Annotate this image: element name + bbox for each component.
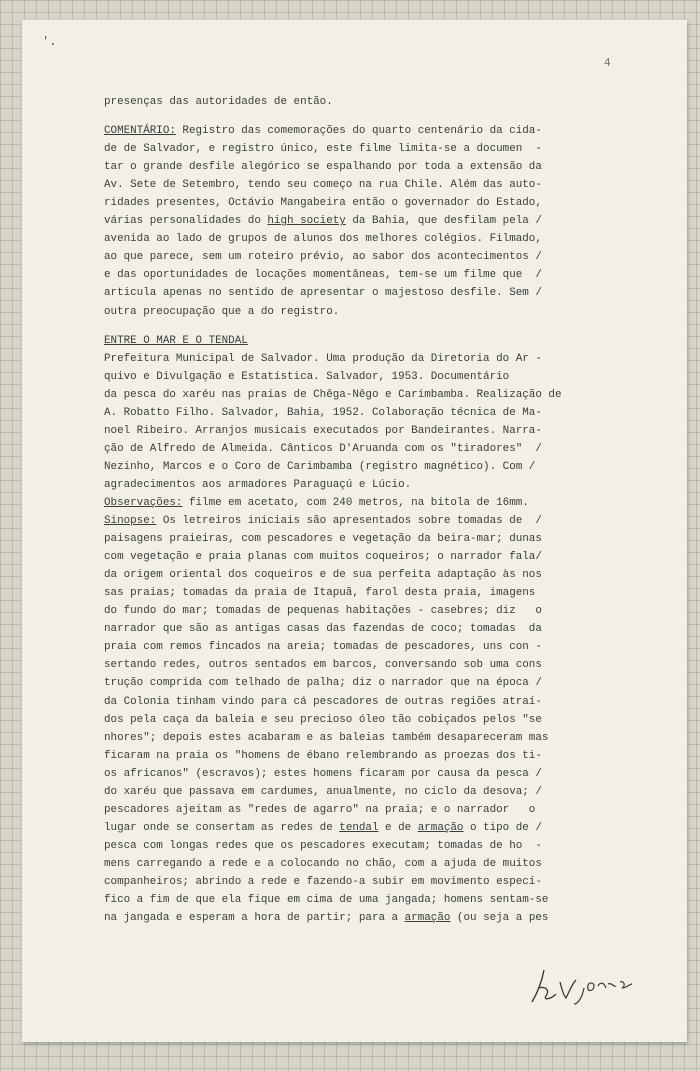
sinopse-line: da origem oriental dos coqueiros e de sua perfeita adaptação às nos bbox=[104, 569, 542, 582]
sinopse-line: praia com remos fincados na areia; tomadas de pescadores, uns con - bbox=[104, 641, 542, 654]
sinopse-line: fico a fim de que ela fique em cima de uma jangada; homens sentam-se bbox=[104, 894, 549, 907]
comentario-label: COMENTÁRIO: bbox=[104, 125, 176, 138]
page-number: 4 bbox=[604, 56, 611, 69]
sinopse-text: na jangada e esperam a hora de partir; para a bbox=[104, 912, 405, 925]
comentario-line: ridades presentes, Octávio Mangabeira então o governador do Estado, bbox=[104, 197, 542, 210]
sinopse-line: trução comprida com telhado de palha; diz o narrador que na época / bbox=[104, 677, 542, 690]
comentario-line: de de Salvador, e registro único, este filme limita-se a documen - bbox=[104, 143, 542, 156]
comentario-line-1 bbox=[104, 122, 624, 140]
sinopse-line: pescadores ajeitam as "redes de agarro" na praia; e o narrador o bbox=[104, 803, 536, 816]
sinopse-line: sas praias; tomadas da praia de Itapuã, farol desta praia, imagens bbox=[104, 587, 536, 600]
credits-line: Nezinho, Marcos e o Coro de Carimbamba (registro magnético). Com / bbox=[104, 460, 536, 473]
comentario-line: outra preocupação que a do registro. bbox=[104, 305, 340, 318]
sinopse-text: (ou seja a pes bbox=[450, 912, 549, 925]
sinopse-line: com vegetação e praia planas com muitos coqueiros; o narrador fala/ bbox=[104, 551, 542, 564]
sinopse-line: os africanos" (escravos); estes homens ficaram por causa da pesca / bbox=[104, 767, 542, 780]
credits-line: noel Ribeiro. Arranjos musicais executados por Bandeirantes. Narra- bbox=[104, 424, 542, 437]
sinopse-line bbox=[104, 819, 624, 837]
credits-line: agradecimentos aos armadores Paraguaçú e Lúcio. bbox=[104, 478, 412, 491]
sinopse-line: ficaram na praia os "homens de ébano relembrando as proezas dos ti- bbox=[104, 749, 542, 762]
document-body bbox=[104, 93, 624, 927]
sinopse-line: da Colonia tinham vindo para cá pescadores de outras regiões atraí- bbox=[104, 695, 542, 708]
credits-line: Prefeitura Municipal de Salvador. Uma produção da Diretoria do Ar - bbox=[104, 352, 542, 365]
observacoes-text: filme em acetato, com 240 metros, na bitola de 16mm. bbox=[182, 496, 529, 509]
sinopse-line: mens carregando a rede e a colocando no chão, com a ajuda de muitos bbox=[104, 857, 542, 870]
intro-line: presenças das autoridades de então. bbox=[104, 96, 333, 108]
tendal-term: tendal bbox=[339, 821, 379, 834]
comentario-line: Av. Sete de Setembro, tendo seu começo na rua Chile. Além das auto- bbox=[104, 179, 542, 192]
observacoes-line bbox=[104, 494, 624, 512]
credits-line: da pesca do xaréu nas praias de Chêga-Nêgo e Carimbamba. Realização de bbox=[104, 388, 562, 401]
credits-line: A. Robatto Filho. Salvador, Bahia, 1952. Colaboração técnica de Ma- bbox=[104, 406, 542, 419]
sinopse-label: Sinopse: bbox=[104, 515, 157, 528]
handwritten-signature bbox=[516, 960, 646, 1010]
comentario-text: Registro das comemorações do quarto centenário da cida- bbox=[175, 125, 542, 138]
sinopse-line: do xaréu que passava em cardumes, anualmente, no ciclo da desova; / bbox=[104, 785, 542, 798]
document-page bbox=[22, 20, 687, 1042]
comentario-text: da Bahia, que desfilam pela / bbox=[345, 215, 542, 228]
sinopse-line: do fundo do mar; tomadas de pequenas habitações - casebres; diz o bbox=[104, 605, 542, 618]
sinopse-line-1 bbox=[104, 512, 624, 530]
film-credits bbox=[104, 350, 624, 494]
sinopse-line: narrador que são as antigas casas das fazendas de coco; tomadas da bbox=[104, 623, 542, 636]
comentario-line: ao que parece, sem um roteiro prévio, ao sabor dos acontecimentos / bbox=[104, 251, 542, 264]
sinopse-line bbox=[104, 909, 624, 927]
armacao-term: armação bbox=[404, 912, 451, 925]
corner-mark: '. bbox=[42, 34, 57, 48]
comentario-line: articula apenas no sentido de apresentar o majestoso desfile. Sem / bbox=[104, 287, 542, 300]
observacoes-label: Observações: bbox=[104, 496, 183, 509]
armacao-term: armação bbox=[417, 821, 464, 834]
sinopse-line: paisagens praieiras, com pescadores e vegetação da beira-mar; dunas bbox=[104, 533, 542, 546]
sinopse-line: sertando redes, outros sentados em barcos, conversando sob uma cons bbox=[104, 659, 542, 672]
comentario-line bbox=[104, 212, 624, 230]
comentario-line: e das oportunidades de locações momentâneas, tem-se um filme que / bbox=[104, 269, 542, 282]
sinopse-text: Os letreiros iniciais são apresentados sobre tomadas de / bbox=[156, 515, 542, 528]
film-title: ENTRE O MAR E O TENDAL bbox=[104, 334, 248, 347]
comentario-line: tar o grande desfile alegórico se espalhando por toda a extensão da bbox=[104, 161, 542, 174]
credits-line: quivo e Divulgação e Estatística. Salvador, 1953. Documentário bbox=[104, 370, 510, 383]
credits-line: ção de Alfredo de Almeida. Cânticos D'Aruanda com os "tiradores" / bbox=[104, 442, 542, 455]
sinopse-line: nhores"; depois estes acabaram e as baleias também desapareceram mas bbox=[104, 731, 549, 744]
sinopse-text: lugar onde se consertam as redes de bbox=[104, 821, 340, 834]
sinopse-text: o tipo de / bbox=[463, 821, 542, 834]
sinopse-line: companheiros; abrindo a rede e fazendo-a subir em movimento especí- bbox=[104, 875, 542, 888]
comentario-text: várias personalidades do bbox=[104, 215, 268, 228]
sinopse-line: dos pela caça da baleia e seu precioso óleo tão cobiçados pelos "se bbox=[104, 713, 542, 726]
sinopse-text: e de bbox=[378, 821, 418, 834]
high-society-term: high society bbox=[267, 215, 346, 228]
comentario-line: avenida ao lado de grupos de alunos dos melhores colégios. Filmado, bbox=[104, 233, 542, 246]
sinopse-line: pesca com longas redes que os pescadores executam; tomadas de ho - bbox=[104, 839, 542, 852]
